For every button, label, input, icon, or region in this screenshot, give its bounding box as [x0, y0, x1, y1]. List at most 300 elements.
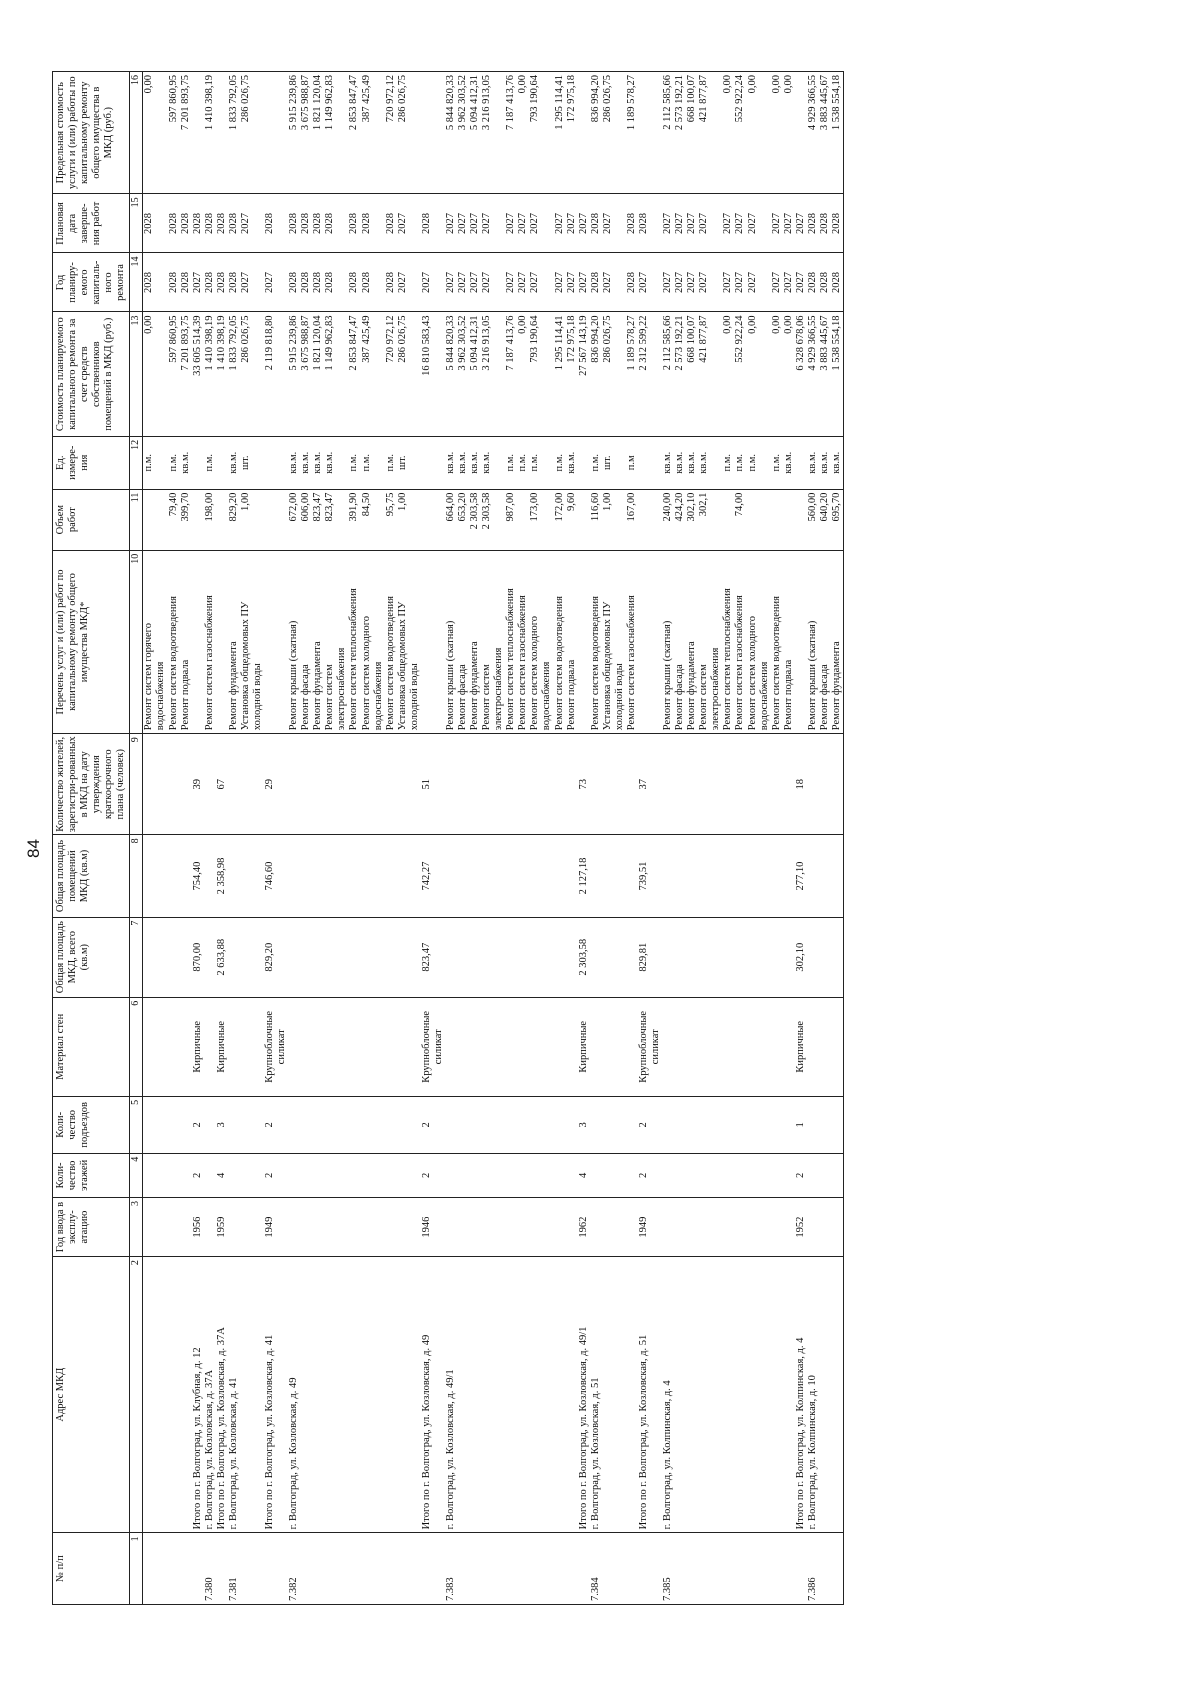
table-row — [276, 72, 288, 1605]
table-cell — [397, 1198, 409, 1257]
table-cell — [240, 1198, 252, 1257]
table-cell — [650, 1198, 662, 1257]
table-cell — [348, 1257, 360, 1533]
table-cell — [590, 734, 602, 835]
table-cell — [192, 72, 204, 194]
table-cell: кв.м. — [300, 436, 312, 489]
table-cell — [698, 1198, 710, 1257]
table-cell — [433, 835, 445, 917]
table-cell: кв.м. — [819, 436, 831, 489]
table-cell — [433, 1153, 445, 1197]
table-cell — [517, 734, 529, 835]
table-cell — [252, 72, 264, 194]
table-cell: 2028 — [228, 253, 240, 312]
table-cell — [264, 550, 276, 733]
table-row — [698, 72, 710, 1605]
table-cell: 2027 — [457, 194, 469, 253]
table-cell — [228, 734, 240, 835]
repair-plan-table — [52, 71, 844, 1605]
table-cell — [541, 1198, 553, 1257]
table-cell: 240,00 — [662, 489, 674, 550]
table-cell — [385, 734, 397, 835]
table-cell: 987,00 — [505, 489, 517, 550]
table-cell: 167,00 — [626, 489, 638, 550]
table-cell — [433, 917, 445, 997]
table-cell: 2028 — [180, 194, 192, 253]
table-cell — [698, 1533, 710, 1605]
column-header: Перечень услуг и (или) работ по капитальному ремонту общего имущества МКД* — [53, 550, 130, 733]
table-cell — [433, 436, 445, 489]
table-cell: 2 112 585,66 — [662, 312, 674, 436]
table-cell — [336, 72, 348, 194]
table-cell: 172 975,18 — [566, 312, 578, 436]
table-row — [747, 72, 759, 1605]
table-cell — [541, 72, 553, 194]
table-cell: кв.м. — [288, 436, 300, 489]
table-cell: водоснабжения — [541, 550, 553, 733]
table-cell: 823,47 — [312, 489, 324, 550]
table-cell — [300, 1533, 312, 1605]
table-cell: 286 026,75 — [397, 72, 409, 194]
table-cell — [831, 734, 844, 835]
table-cell — [722, 1096, 734, 1153]
table-cell: 302,10 — [686, 489, 698, 550]
table-cell — [276, 734, 288, 835]
table-cell — [759, 253, 771, 312]
table-cell — [481, 734, 493, 835]
table-row — [264, 72, 276, 1605]
table-cell: 2028 — [590, 253, 602, 312]
table-cell: 2027 — [698, 194, 710, 253]
table-cell — [590, 835, 602, 917]
table-cell — [457, 917, 469, 997]
table-cell — [614, 1153, 626, 1197]
table-cell — [385, 1257, 397, 1533]
table-cell: 2 358,98 — [216, 835, 228, 917]
table-cell — [361, 1096, 373, 1153]
table-cell — [336, 1198, 348, 1257]
table-cell: 1 189 578,27 — [626, 72, 638, 194]
table-cell: 1 821 120,04 — [312, 312, 324, 436]
table-row — [312, 72, 324, 1605]
table-cell: Ремонт систем — [698, 550, 710, 733]
table-cell — [554, 835, 566, 917]
table-cell — [409, 734, 421, 835]
table-cell: Ремонт систем водоотведения — [168, 550, 180, 733]
table-cell: 2027 — [505, 194, 517, 253]
table-cell: 2027 — [397, 253, 409, 312]
table-cell: 1 189 578,27 — [626, 312, 638, 436]
table-cell: 421 877,87 — [698, 72, 710, 194]
table-cell — [807, 1096, 819, 1153]
table-cell — [180, 997, 192, 1096]
table-cell — [578, 550, 590, 733]
table-cell: 2 573 192,21 — [674, 72, 686, 194]
table-cell: водоснабжения — [759, 550, 771, 733]
table-cell — [819, 835, 831, 917]
table-cell: кв.м. — [831, 436, 844, 489]
table-cell — [397, 917, 409, 997]
table-cell — [759, 1153, 771, 1197]
table-cell — [180, 1257, 192, 1533]
table-cell — [361, 1257, 373, 1533]
table-cell: 2027 — [795, 194, 807, 253]
table-cell: 1 538 554,18 — [831, 312, 844, 436]
table-cell — [819, 997, 831, 1096]
table-cell — [361, 734, 373, 835]
table-cell: Установка общедомовых ПУ — [602, 550, 614, 733]
table-row — [252, 72, 264, 1605]
table-cell — [143, 997, 156, 1096]
table-cell — [710, 835, 722, 917]
table-cell: 2027 — [240, 194, 252, 253]
table-cell — [143, 1257, 156, 1533]
table-cell — [662, 997, 674, 1096]
table-cell — [590, 917, 602, 997]
table-cell — [180, 835, 192, 917]
table-cell — [457, 1153, 469, 1197]
table-cell: 2028 — [361, 194, 373, 253]
table-cell: 2 — [795, 1153, 807, 1197]
table-cell — [807, 997, 819, 1096]
table-cell — [276, 489, 288, 550]
table-cell — [831, 1198, 844, 1257]
table-cell: 2027 — [578, 194, 590, 253]
table-cell: 3 962 303,52 — [457, 312, 469, 436]
table-cell: 2027 — [734, 194, 746, 253]
table-cell: 5 915 239,86 — [288, 72, 300, 194]
table-cell: 1952 — [795, 1198, 807, 1257]
table-cell: 27 567 143,19 — [578, 312, 590, 436]
table-cell — [300, 734, 312, 835]
table-cell: п.м. — [529, 436, 541, 489]
table-cell — [517, 1096, 529, 1153]
table-cell: 0,00 — [771, 72, 783, 194]
table-cell — [168, 1198, 180, 1257]
table-cell — [614, 997, 626, 1096]
table-row — [722, 72, 734, 1605]
table-cell: 3 675 988,87 — [300, 72, 312, 194]
column-number: 7 — [130, 917, 143, 997]
table-cell — [252, 1096, 264, 1153]
table-cell — [759, 194, 771, 253]
table-cell: 5 915 239,86 — [288, 312, 300, 436]
table-cell: 2027 — [457, 253, 469, 312]
table-cell — [469, 1096, 481, 1153]
table-cell — [650, 194, 662, 253]
table-cell — [638, 550, 650, 733]
table-cell: 2027 — [445, 253, 457, 312]
table-cell — [554, 1153, 566, 1197]
table-cell: 3 962 303,52 — [457, 72, 469, 194]
table-cell: Итого по г. Волгоград, ул. Козловская, д. 37А — [216, 1257, 228, 1533]
page-number: 84 — [24, 839, 43, 858]
table-row — [566, 72, 578, 1605]
table-cell: 2028 — [204, 253, 216, 312]
table-cell: 2028 — [312, 253, 324, 312]
table-cell — [747, 917, 759, 997]
table-cell: силикат — [650, 997, 662, 1096]
table-cell — [216, 72, 228, 194]
table-cell — [312, 1096, 324, 1153]
table-cell — [759, 436, 771, 489]
table-cell: холодной воды — [614, 550, 626, 733]
table-cell — [312, 917, 324, 997]
table-cell: 4 929 366,55 — [807, 312, 819, 436]
table-cell — [155, 1198, 167, 1257]
table-cell — [252, 253, 264, 312]
column-number: 13 — [130, 312, 143, 436]
table-cell — [831, 917, 844, 997]
table-cell — [662, 1198, 674, 1257]
table-cell: электроснабжения — [493, 550, 505, 733]
table-cell — [638, 1533, 650, 1605]
table-cell — [734, 917, 746, 997]
column-number: 16 — [130, 72, 143, 194]
table-cell — [445, 917, 457, 997]
table-cell: 2028 — [216, 253, 228, 312]
table-cell — [276, 1153, 288, 1197]
table-cell: Крупноблочные — [421, 997, 433, 1096]
table-cell — [566, 734, 578, 835]
table-cell — [276, 312, 288, 436]
table-cell — [783, 1533, 795, 1605]
table-cell — [252, 835, 264, 917]
table-cell — [529, 1198, 541, 1257]
table-cell — [638, 436, 650, 489]
table-cell — [373, 1257, 385, 1533]
table-cell — [662, 835, 674, 917]
table-cell: 2 127,18 — [578, 835, 590, 917]
table-cell: 2027 — [469, 253, 481, 312]
table-cell — [433, 194, 445, 253]
table-cell: 7 201 893,75 — [180, 312, 192, 436]
table-cell: 2027 — [554, 253, 566, 312]
table-row — [650, 72, 662, 1605]
table-cell: кв.м. — [674, 436, 686, 489]
table-cell — [710, 734, 722, 835]
table-cell: п.м. — [771, 436, 783, 489]
table-cell — [336, 489, 348, 550]
table-cell — [674, 1533, 686, 1605]
table-cell — [155, 917, 167, 997]
table-cell — [469, 917, 481, 997]
table-cell: п.м — [626, 436, 638, 489]
table-cell — [276, 194, 288, 253]
table-cell — [445, 835, 457, 917]
table-cell — [638, 72, 650, 194]
table-cell — [155, 72, 167, 194]
table-cell: 116,60 — [590, 489, 602, 550]
table-cell — [276, 550, 288, 733]
table-cell: 302,1 — [698, 489, 710, 550]
table-cell — [807, 1153, 819, 1197]
table-cell: 387 425,49 — [361, 72, 373, 194]
table-cell: 1 538 554,18 — [831, 72, 844, 194]
table-cell — [783, 835, 795, 917]
table-cell: кв.м. — [228, 436, 240, 489]
table-cell: 2028 — [143, 194, 156, 253]
table-cell — [662, 734, 674, 835]
table-cell — [336, 1153, 348, 1197]
table-cell: 172,00 — [554, 489, 566, 550]
table-row — [409, 72, 421, 1605]
table-row — [180, 72, 192, 1605]
table-cell — [373, 436, 385, 489]
column-number: 2 — [130, 1257, 143, 1533]
table-cell — [397, 1257, 409, 1533]
table-cell — [541, 312, 553, 436]
table-cell: Итого по г. Волгоград, ул. Козловская, д. 51 — [638, 1257, 650, 1533]
table-cell: силикат — [433, 997, 445, 1096]
table-cell: 2027 — [481, 194, 493, 253]
table-cell — [734, 734, 746, 835]
table-cell: 1 — [795, 1096, 807, 1153]
table-cell — [155, 997, 167, 1096]
table-cell — [469, 1533, 481, 1605]
table-cell — [614, 917, 626, 997]
table-cell: Ремонт систем водоотведения — [554, 550, 566, 733]
table-cell: п.м. — [554, 436, 566, 489]
table-cell: 51 — [421, 734, 433, 835]
table-cell — [493, 1198, 505, 1257]
table-cell: 1946 — [421, 1198, 433, 1257]
table-cell — [228, 835, 240, 917]
table-cell — [168, 835, 180, 917]
table-cell: Кирпичные — [578, 997, 590, 1096]
table-cell: 2028 — [288, 194, 300, 253]
table-cell — [614, 436, 626, 489]
table-cell — [385, 1198, 397, 1257]
table-cell: 1949 — [638, 1198, 650, 1257]
table-cell — [747, 734, 759, 835]
table-cell: 2027 — [771, 253, 783, 312]
table-cell — [252, 1198, 264, 1257]
table-cell: п.м. — [385, 436, 397, 489]
table-cell — [517, 1533, 529, 1605]
table-row — [783, 72, 795, 1605]
table-cell — [445, 997, 457, 1096]
table-row — [602, 72, 614, 1605]
table-cell — [155, 1533, 167, 1605]
table-cell — [686, 835, 698, 917]
table-cell: 2027 — [192, 253, 204, 312]
table-cell — [759, 1533, 771, 1605]
table-cell — [771, 1153, 783, 1197]
table-cell: кв.м. — [783, 436, 795, 489]
table-cell — [626, 997, 638, 1096]
table-row — [433, 72, 445, 1605]
table-row — [336, 72, 348, 1605]
table-cell — [481, 997, 493, 1096]
table-cell — [373, 1198, 385, 1257]
column-number: 12 — [130, 436, 143, 489]
table-row — [457, 72, 469, 1605]
table-cell: 18 — [795, 734, 807, 835]
table-cell — [204, 917, 216, 997]
table-cell — [168, 917, 180, 997]
table-cell: 552 922,24 — [734, 72, 746, 194]
table-cell: Ремонт систем холодного — [529, 550, 541, 733]
table-cell — [734, 835, 746, 917]
table-cell: 2027 — [421, 253, 433, 312]
table-cell — [433, 1198, 445, 1257]
table-cell — [662, 1153, 674, 1197]
table-cell — [409, 1096, 421, 1153]
table-cell — [288, 1153, 300, 1197]
table-cell — [517, 489, 529, 550]
table-cell — [686, 1198, 698, 1257]
table-cell — [481, 1096, 493, 1153]
table-cell — [710, 1153, 722, 1197]
table-cell — [686, 917, 698, 997]
table-cell — [433, 72, 445, 194]
table-cell: Ремонт систем теплоснабжения — [722, 550, 734, 733]
table-cell — [759, 312, 771, 436]
table-cell — [505, 917, 517, 997]
table-cell — [710, 253, 722, 312]
table-cell — [650, 734, 662, 835]
table-cell — [771, 1096, 783, 1153]
table-cell — [433, 253, 445, 312]
column-header: Материал стен — [53, 997, 130, 1096]
table-cell — [336, 997, 348, 1096]
table-cell: Крупноблочные — [264, 997, 276, 1096]
table-cell — [626, 1257, 638, 1533]
table-cell: г. Волгоград, ул. Колпинская, д. 10 — [807, 1257, 819, 1533]
table-cell — [373, 1533, 385, 1605]
table-cell — [638, 489, 650, 550]
table-cell: 5 844 820,33 — [445, 312, 457, 436]
table-cell — [710, 1257, 722, 1533]
table-row — [819, 72, 831, 1605]
table-cell: 2027 — [747, 194, 759, 253]
table-cell — [457, 1257, 469, 1533]
table-cell: 823,47 — [421, 917, 433, 997]
table-cell: 2 — [421, 1096, 433, 1153]
table-cell — [710, 194, 722, 253]
table-cell — [578, 72, 590, 194]
table-cell — [288, 1096, 300, 1153]
table-cell: Кирпичные — [795, 997, 807, 1096]
table-cell: 2028 — [831, 253, 844, 312]
table-cell: г. Волгоград, ул. Козловская, д. 41 — [228, 1257, 240, 1533]
table-cell — [819, 1153, 831, 1197]
table-cell: 2028 — [216, 194, 228, 253]
column-header: Коли-чество этажей — [53, 1153, 130, 1197]
table-cell — [373, 917, 385, 997]
table-cell — [722, 1198, 734, 1257]
table-cell — [614, 1533, 626, 1605]
table-cell — [385, 1096, 397, 1153]
table-cell — [566, 1257, 578, 1533]
column-number: 11 — [130, 489, 143, 550]
table-cell: 1,00 — [240, 489, 252, 550]
table-cell: 2 112 585,66 — [662, 72, 674, 194]
table-cell — [783, 997, 795, 1096]
table-cell — [674, 734, 686, 835]
table-cell — [662, 1096, 674, 1153]
table-cell: Итого по г. Волгоград, ул. Колпинская, д. 4 — [795, 1257, 807, 1533]
table-cell — [698, 1257, 710, 1533]
table-cell — [831, 1096, 844, 1153]
table-row — [505, 72, 517, 1605]
column-number: 8 — [130, 835, 143, 917]
table-row — [421, 72, 433, 1605]
table-row — [143, 72, 156, 1605]
table-cell: Ремонт систем водоотведения — [771, 550, 783, 733]
table-cell: 2027 — [554, 194, 566, 253]
